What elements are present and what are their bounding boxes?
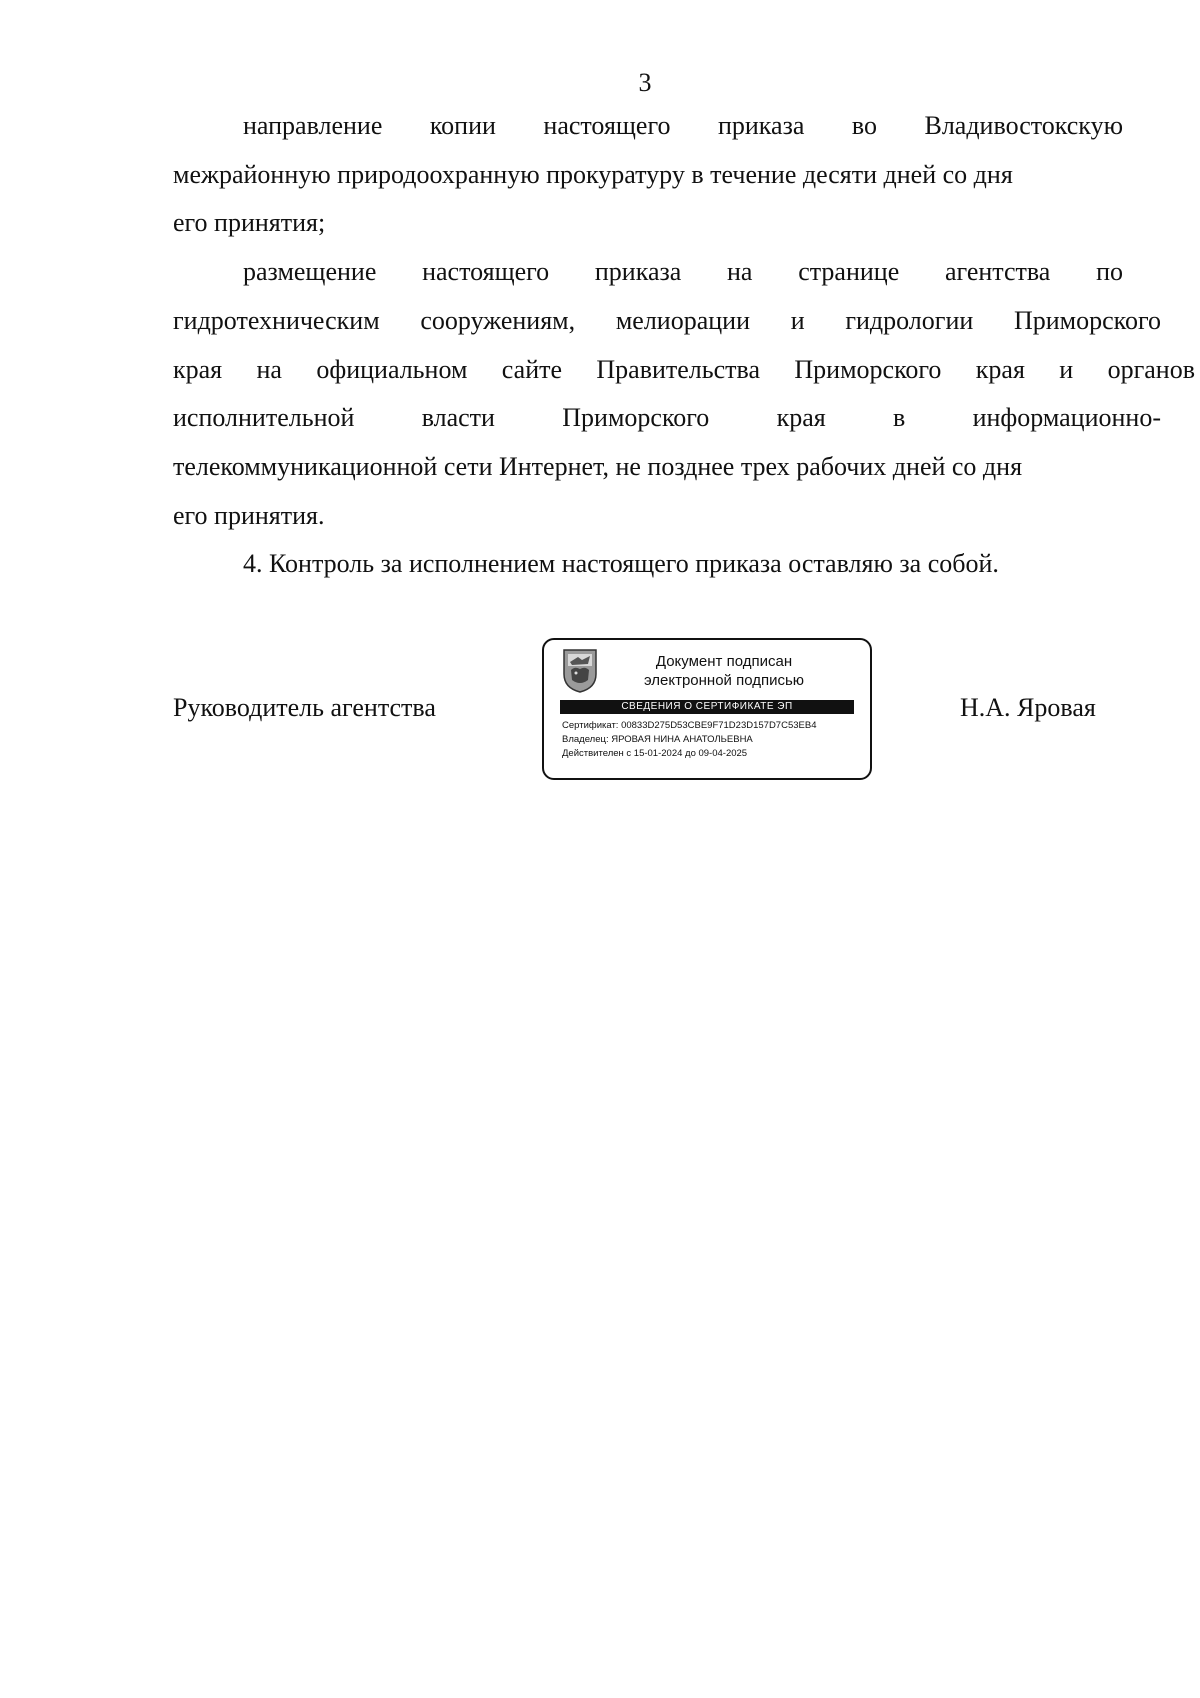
body-line: размещение настоящего приказа на странице агентства по — [243, 257, 1123, 286]
body-line: гидротехническим сооружениям, мелиорации и гидрологии Приморского — [173, 306, 1161, 335]
certificate-validity: Действителен с 15-01-2024 до 09-04-2025 — [562, 748, 748, 759]
stamp-title — [604, 652, 844, 690]
certificate-owner: Владелец: ЯРОВАЯ НИНА АНАТОЛЬЕВНА — [562, 734, 753, 745]
body-line: 4. Контроль за исполнением настоящего приказа оставляю за собой. — [243, 549, 999, 578]
body-line: межрайонную природоохранную прокуратуру в течение десяти дней со дня — [173, 160, 1013, 189]
body-line: его принятия. — [173, 501, 325, 530]
certificate-number: Сертификат: 00833D275D53CBE9F71D23D157D7C53EB4 — [562, 720, 817, 731]
certificate-header: СВЕДЕНИЯ О СЕРТИФИКАТЕ ЭП — [560, 700, 854, 714]
page-number: 3 — [638, 68, 652, 97]
signer-name: Н.А. Яровая — [960, 693, 1096, 722]
stamp-title-line: электронной подписью — [643, 672, 805, 689]
body-line: края на официальном сайте Правительства Приморского края и органов — [173, 355, 1195, 384]
coat-of-arms-icon — [560, 646, 600, 694]
electronic-signature-stamp — [542, 638, 872, 780]
body-line: исполнительной власти Приморского края в информационно- — [173, 403, 1161, 432]
body-line: телекоммуникационной сети Интернет, не позднее трех рабочих дней со дня — [173, 452, 1023, 481]
body-line: направление копии настоящего приказа во Владивостокскую — [243, 111, 1123, 140]
body-line: его принятия; — [173, 208, 326, 237]
stamp-title-line: Документ подписан — [655, 653, 793, 670]
signer-position: Руководитель агентства — [173, 693, 436, 722]
